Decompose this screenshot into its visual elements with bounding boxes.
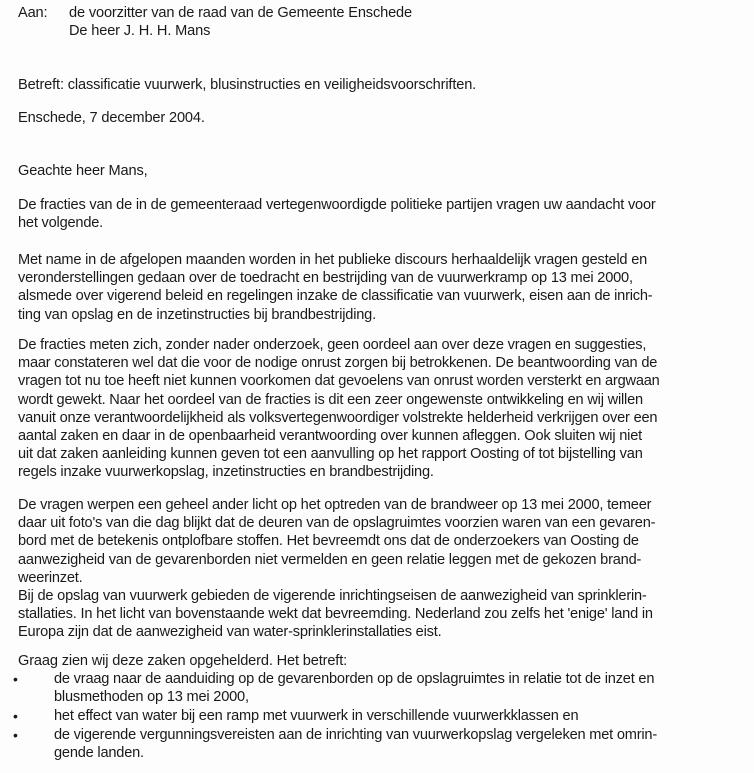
bullet-icon: • [13, 727, 18, 743]
paragraph-line: aantal zaken en daar in de openbaarheid verantwoording over kunnen afleggen. Ook sluiten wij niet [18, 427, 642, 444]
paragraph-line: weerinzet. [18, 569, 83, 586]
paragraph-line: De fracties meten zich, zonder nader onderzoek, geen oordeel aan over deze vragen en suggesties, [18, 337, 647, 353]
bullet-line: het effect van water bij een ramp met vuurwerk in verschillende vuurwerkklassen en [54, 708, 579, 724]
bullet-line: blusmethoden op 13 mei 2000, [54, 689, 249, 706]
address-line-recipient: de voorzitter van de raad van de Gemeente Enschede [69, 5, 412, 21]
paragraph-concerns [18, 336, 660, 482]
bullet-icon: • [13, 708, 18, 724]
paragraph-line: vragen tot nu toe heeft niet kunnen voorkomen dat gevoelens van onrust worden versterkt en argwaan [18, 373, 660, 390]
paragraph-line: Met name in de afgelopen maanden worden in het publieke discours herhaaldelijk vragen gesteld en [18, 252, 648, 268]
list-intro: Graag zien wij deze zaken opgehelderd. Het betreft: [18, 653, 348, 669]
paragraph-context [18, 251, 652, 324]
paragraph-line: De fracties van de in de gemeenteraad vertegenwoordigde politieke partijen vragen uw aandacht voor [18, 197, 656, 213]
bullet-line: gende landen. [54, 745, 144, 762]
place-date: Enschede, 7 december 2004. [18, 110, 205, 126]
subject-line: Betreft: classificatie vuurwerk, blusinstructies en veiligheidsvoorschriften. [18, 77, 477, 93]
address-label: Aan: [18, 5, 48, 21]
bullet-line: de vraag naar de aanduiding op de gevarenborden op de opslagruimtes in relatie tot de inzet en [54, 671, 655, 687]
paragraph-line: aanwezigheid van de gevarenborden niet vermelden en geen relatie leggen met de gekozen brand- [18, 551, 642, 568]
paragraph-line: veronderstellingen gedaan over de toedracht en bestrijding van de vuurwerkramp op 13 mei 2000, [18, 270, 633, 287]
paragraph-line: het volgende. [18, 215, 104, 232]
paragraph-line: Bij de opslag van vuurwerk gebieden de vigerende inrichtingseisen de aanwezigheid van sprinklerin- [18, 587, 647, 604]
paragraph-line: alsmede over vigerend beleid en regelingen inzake de classificatie van vuurwerk, eisen aan de inrich- [18, 288, 653, 305]
paragraph-intro [18, 196, 656, 232]
paragraph-line: wordt gewekt. Naar het oordeel van de fracties is dit een zeer ongewenste ontwikkeling en wij willen [18, 391, 643, 408]
paragraph-findings [18, 496, 655, 642]
paragraph-line: Europa zijn dat de aanwezigheid van water-sprinklerinstallaties eist. [18, 624, 442, 641]
paragraph-line: daar uit foto's van die dag blijkt dat de deuren van de opslagruimtes voorzien waren van een gevaren- [18, 515, 656, 532]
paragraph-line: De vragen werpen een geheel ander licht op het optreden van de brandweer op 13 mei 2000, temeer [18, 497, 652, 513]
bullet-line: de vigerende vergunningsvereisten aan de inrichting van vuurwerkopslag vergeleken met omrin- [54, 727, 657, 743]
bullet-icon: • [13, 671, 18, 687]
paragraph-line: vanuit onze verantwoordelijkheid als volksvertegenwoordiger volstrekte helderheid verkrijgen over een [18, 409, 658, 426]
paragraph-line: maar constateren wel dat die voor de nodige onrust zorgen bij betrokkenen. De beantwoording van de [18, 355, 658, 372]
address-line-name: De heer J. H. H. Mans [69, 23, 211, 39]
paragraph-line: bord met de betekenis ontplofbare stoffen. Het bevreemdt ons dat de onderzoekers van Oosting de [18, 533, 639, 550]
paragraph-line: ting van opslag en de inzetinstructies bij brandbestrijding. [18, 306, 376, 323]
paragraph-line: uit dat zaken aanleiding kunnen geven tot een aanvulling op het rapport Oosting of tot bijstelling van [18, 446, 643, 463]
paragraph-line: stallaties. In het licht van bovenstaande wekt dat bevreemding. Nederland zou zelfs het 'enige' land in [18, 606, 653, 623]
salutation: Geachte heer Mans, [18, 163, 148, 179]
paragraph-line: regels inzake vuurwerkopslag, inzetinstructies en brandbestrijding. [18, 464, 434, 481]
